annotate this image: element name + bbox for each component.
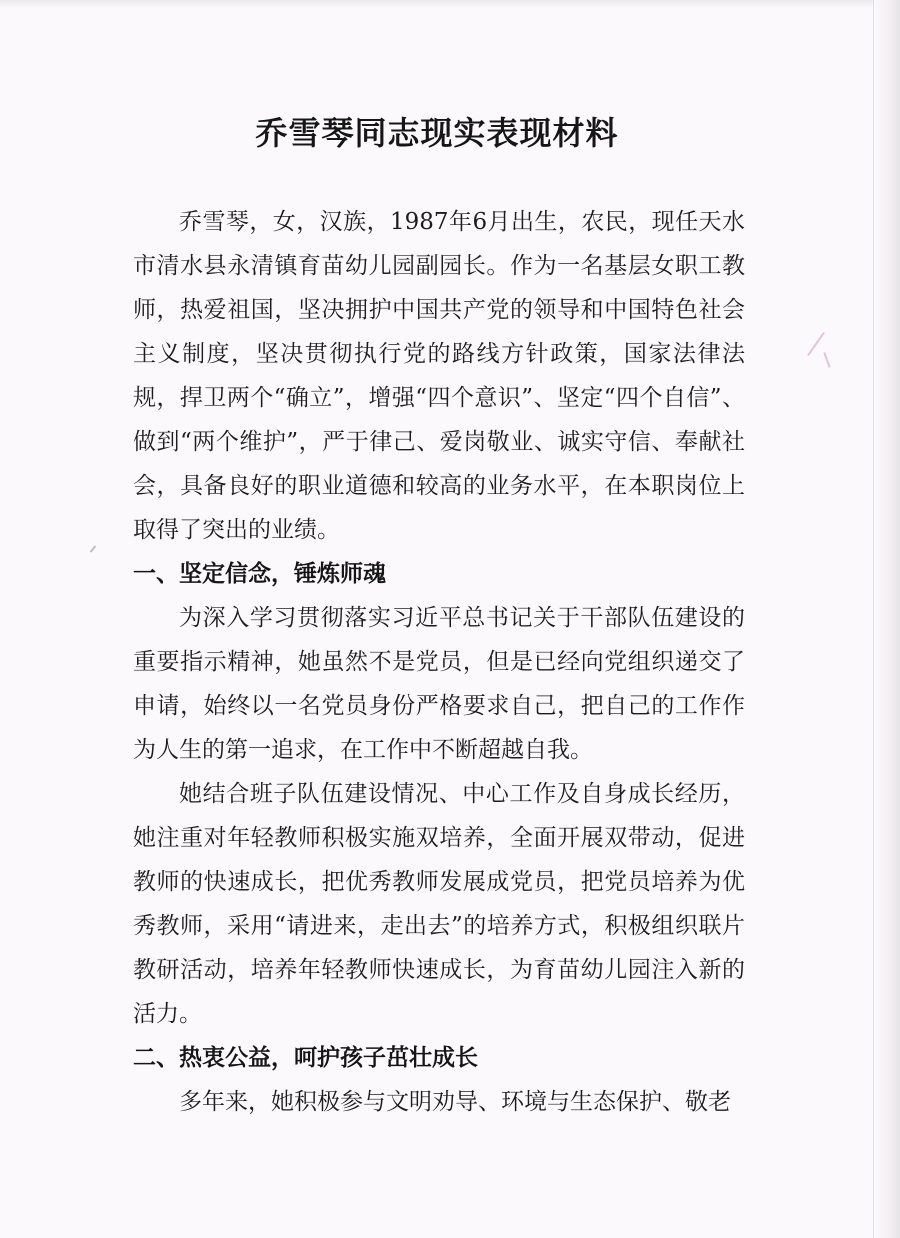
scan-mark: [90, 545, 97, 552]
paragraph-introduction: 乔雪琴，女，汉族，1987年6月出生，农民，现任天水市清水县永清镇育苗幼儿园副园长。作为一名基层女职工教师，热爱祖国，坚决拥护中国共产党的领导和中国特色社会主义制度，坚决贯彻执行党的路线方针政策，国家法律法规，捍卫两个“确立”，增强“四个意识”、坚定“四个自信”、做到“两个维护”，严于律己、爱岗敬业、诚实守信、奉献社会，具备良好的职业道德和较高的业务水平，在本职岗位上取得了突出的业绩。: [133, 209, 745, 543]
title-spacing: [133, 178, 745, 200]
document-body: [133, 178, 745, 1124]
section-heading-2: 二、热衷公益，呵护孩子茁壮成长: [133, 1045, 478, 1071]
scan-edge-top: [0, 0, 900, 8]
paragraph-section1-a: 为深入学习贯彻落实习近平总书记关于干部队伍建设的重要指示精神，她虽然不是党员，但是已经向党组织递交了申请，始终以一名党员身份严格要求自己，把自己的工作作为人生的第一追求，在工作中不断超越自我。: [133, 605, 745, 763]
scan-mark: [823, 352, 830, 368]
scan-edge-right: [873, 0, 900, 1238]
section-heading-1: 一、坚定信念，锤炼师魂: [133, 561, 386, 587]
paragraph-section1-b: 她结合班子队伍建设情况、中心工作及自身成长经历，她注重对年轻教师积极实施双培养，全面开展双带动，促进教师的快速成长，把优秀教师发展成党员，把党员培养为优秀教师，采用“请进来，走出去”的培养方式，积极组织联片教研活动，培养年轻教师快速成长，为育苗幼儿园注入新的活力。: [133, 781, 745, 1027]
document-title: 乔雪琴同志现实表现材料: [255, 114, 619, 152]
paragraph-section2-a: 多年来，她积极参与文明劝导、环境与生态保护、敬老: [179, 1089, 731, 1115]
